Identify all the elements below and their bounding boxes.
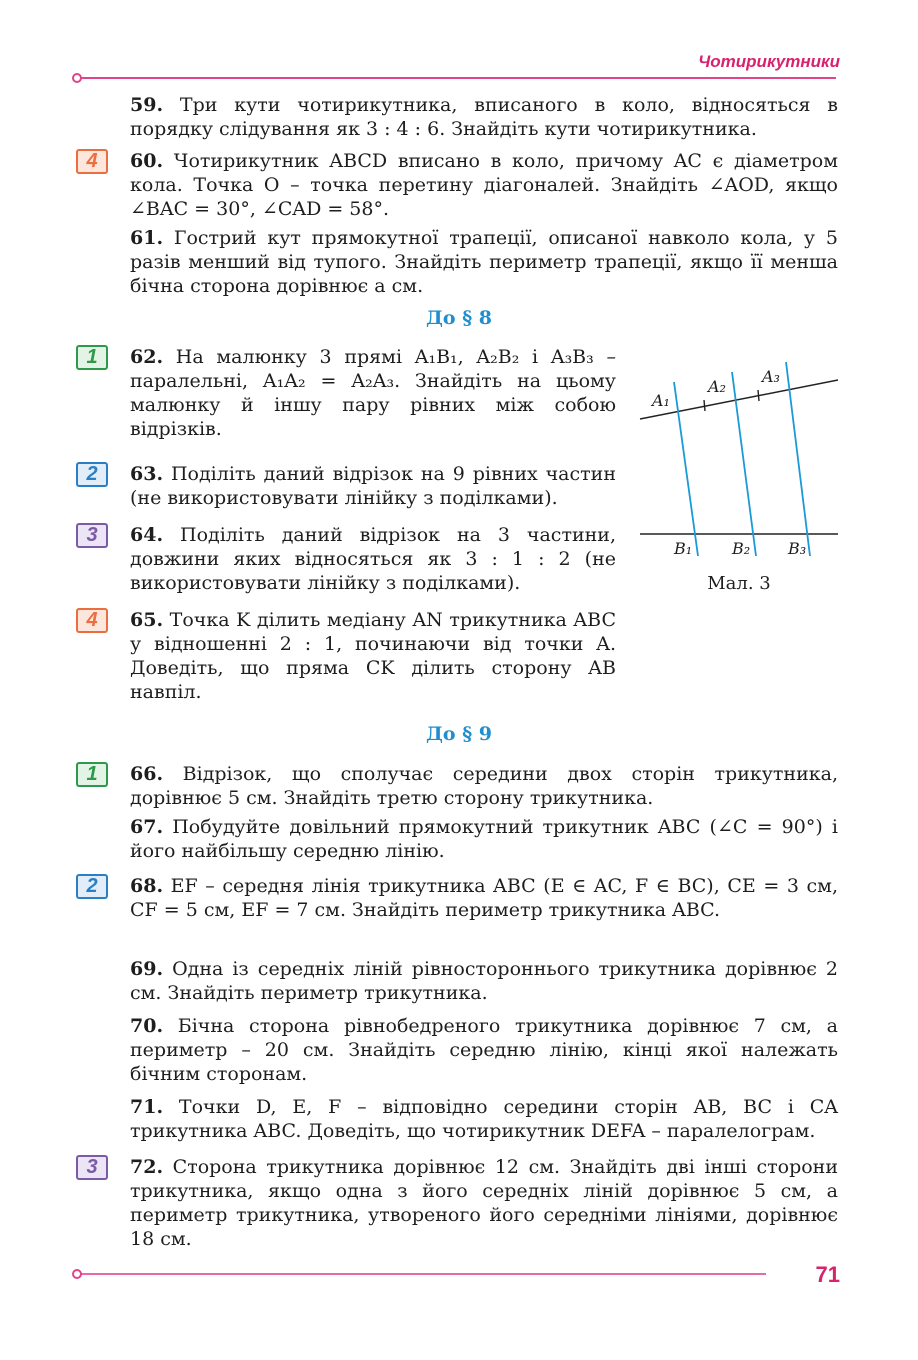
label-a3: A₃ [762, 367, 780, 386]
problem-number: 62. [130, 346, 164, 368]
problem-68 [130, 874, 838, 922]
figure-parallel-lines [636, 358, 842, 568]
problem-text: Чотирикутник ABCD вписано в коло, причому AC є діаметром кола. Точка O – точка перетину діагоналей. Знайдіть ∠AOD, якщо ∠BAC = 30°, ∠CAD = 58°. [130, 150, 838, 220]
level-badge: 4 [76, 608, 108, 633]
label-b1: B₁ [674, 539, 693, 558]
level-badge: 1 [76, 762, 108, 787]
problem-number: 68. [130, 875, 164, 897]
tick-mark [704, 400, 705, 411]
problem-number: 63. [130, 463, 164, 485]
problem-number: 66. [130, 763, 164, 785]
level-badge: 3 [76, 1155, 108, 1180]
problem-text: Гострий кут прямокутної трапеції, описаної навколо кола, у 5 разів менший від тупого. Знайдіть периметр трапеції, якщо її менша бічна сторона дорівнює a см. [130, 227, 838, 297]
label-a2: A₂ [708, 377, 726, 396]
problem-number: 71. [130, 1096, 164, 1118]
level-badge: 4 [76, 149, 108, 174]
problem-text: Точка K ділить медіану AN трикутника ABC у відношенні 2 : 1, починаючи від точки A. Доведіть, що пряма CK ділить сторону AB навпіл. [130, 609, 616, 703]
level-badge: 1 [76, 345, 108, 370]
problem-number: 72. [130, 1156, 164, 1178]
problem-number: 61. [130, 227, 164, 249]
line-a2b2 [732, 372, 756, 556]
problem-text: Сторона трикутника дорівнює 12 см. Знайдіть дві інші сторони трикутника, якщо одна з його середніх ліній дорівнює 5 см, а периметр трикутника, утвореного його середніми лініями, дорівнює 18 см. [130, 1156, 838, 1250]
section-heading: До § 8 [426, 307, 492, 329]
problem-text: На малюнку 3 прямі A₁B₁, A₂B₂ і A₃B₃ – паралельні, A₁A₂ = A₂A₃. Знайдіть на цьому малюнку й іншу пару рівних між собою відрізків. [130, 346, 616, 440]
page-number: 71 [815, 1262, 840, 1287]
label-b2: B₂ [732, 539, 751, 558]
problem-text: EF – середня лінія трикутника ABC (E ∈ AC, F ∈ BC), CE = 3 см, CF = 5 см, EF = 7 см. Знайдіть периметр трикутника ABC. [130, 875, 838, 921]
problem-71 [130, 1095, 838, 1143]
problem-number: 67. [130, 816, 164, 838]
tick-mark [758, 390, 759, 401]
problem-number: 69. [130, 958, 164, 980]
problem-65 [130, 608, 616, 704]
label-b3: B₃ [788, 539, 807, 558]
footer-rule [76, 1273, 766, 1275]
problem-text: Поділіть даний відрізок на 9 рівних частин (не використовувати лінійку з поділками). [130, 463, 616, 509]
chapter-title: Чотирикутники [698, 52, 840, 71]
problem-61 [130, 226, 838, 298]
level-badge: 2 [76, 874, 108, 899]
problem-text: Побудуйте довільний прямокутний трикутник ABC (∠C = 90°) і його найбільшу середню лінію. [130, 816, 838, 862]
problem-72 [130, 1155, 838, 1251]
line-a3b3 [786, 362, 810, 556]
label-a1: A₁ [652, 391, 670, 410]
problem-number: 65. [130, 609, 164, 631]
header-rule-dot [72, 73, 82, 83]
problem-69 [130, 957, 838, 1005]
problem-62 [130, 345, 616, 441]
footer-rule-dot [72, 1269, 82, 1279]
problem-text: Точки D, E, F – відповідно середини сторін AB, BC і CA трикутника ABC. Доведіть, що чотирикутник DEFA – паралелограм. [130, 1096, 838, 1142]
problem-63 [130, 462, 616, 510]
problem-64 [130, 523, 616, 595]
section-heading: До § 9 [426, 723, 492, 745]
header-rule [76, 77, 836, 79]
problem-67 [130, 815, 838, 863]
problem-number: 64. [130, 524, 164, 546]
level-badge: 3 [76, 523, 108, 548]
problem-60 [130, 149, 838, 221]
figure-caption: Мал. 3 [707, 573, 771, 594]
level-badge: 2 [76, 462, 108, 487]
problem-text: Бічна сторона рівнобедреного трикутника дорівнює 7 см, а периметр – 20 см. Знайдіть середню лінію, кінці якої належать бічним сторонам. [130, 1015, 838, 1085]
problem-number: 60. [130, 150, 164, 172]
problem-text: Відрізок, що сполучає середини двох сторін трикутника, дорівнює 5 см. Знайдіть третю сторону трикутника. [130, 763, 838, 809]
problem-number: 59. [130, 94, 164, 116]
problem-66 [130, 762, 838, 810]
problem-number: 70. [130, 1015, 164, 1037]
problem-text: Три кути чотирикутника, вписаного в коло, відносяться в порядку слідування як 3 : 4 : 6. Знайдіть кути чотирикутника. [130, 94, 839, 140]
problem-text: Поділіть даний відрізок на 3 частини, довжини яких відносяться як 3 : 1 : 2 (не використовувати лінійку з поділками). [130, 524, 616, 594]
problem-59 [130, 93, 838, 141]
problem-text: Одна із середніх ліній рівностороннього трикутника дорівнює 2 см. Знайдіть периметр трикутника. [130, 958, 839, 1004]
problem-70 [130, 1014, 838, 1086]
